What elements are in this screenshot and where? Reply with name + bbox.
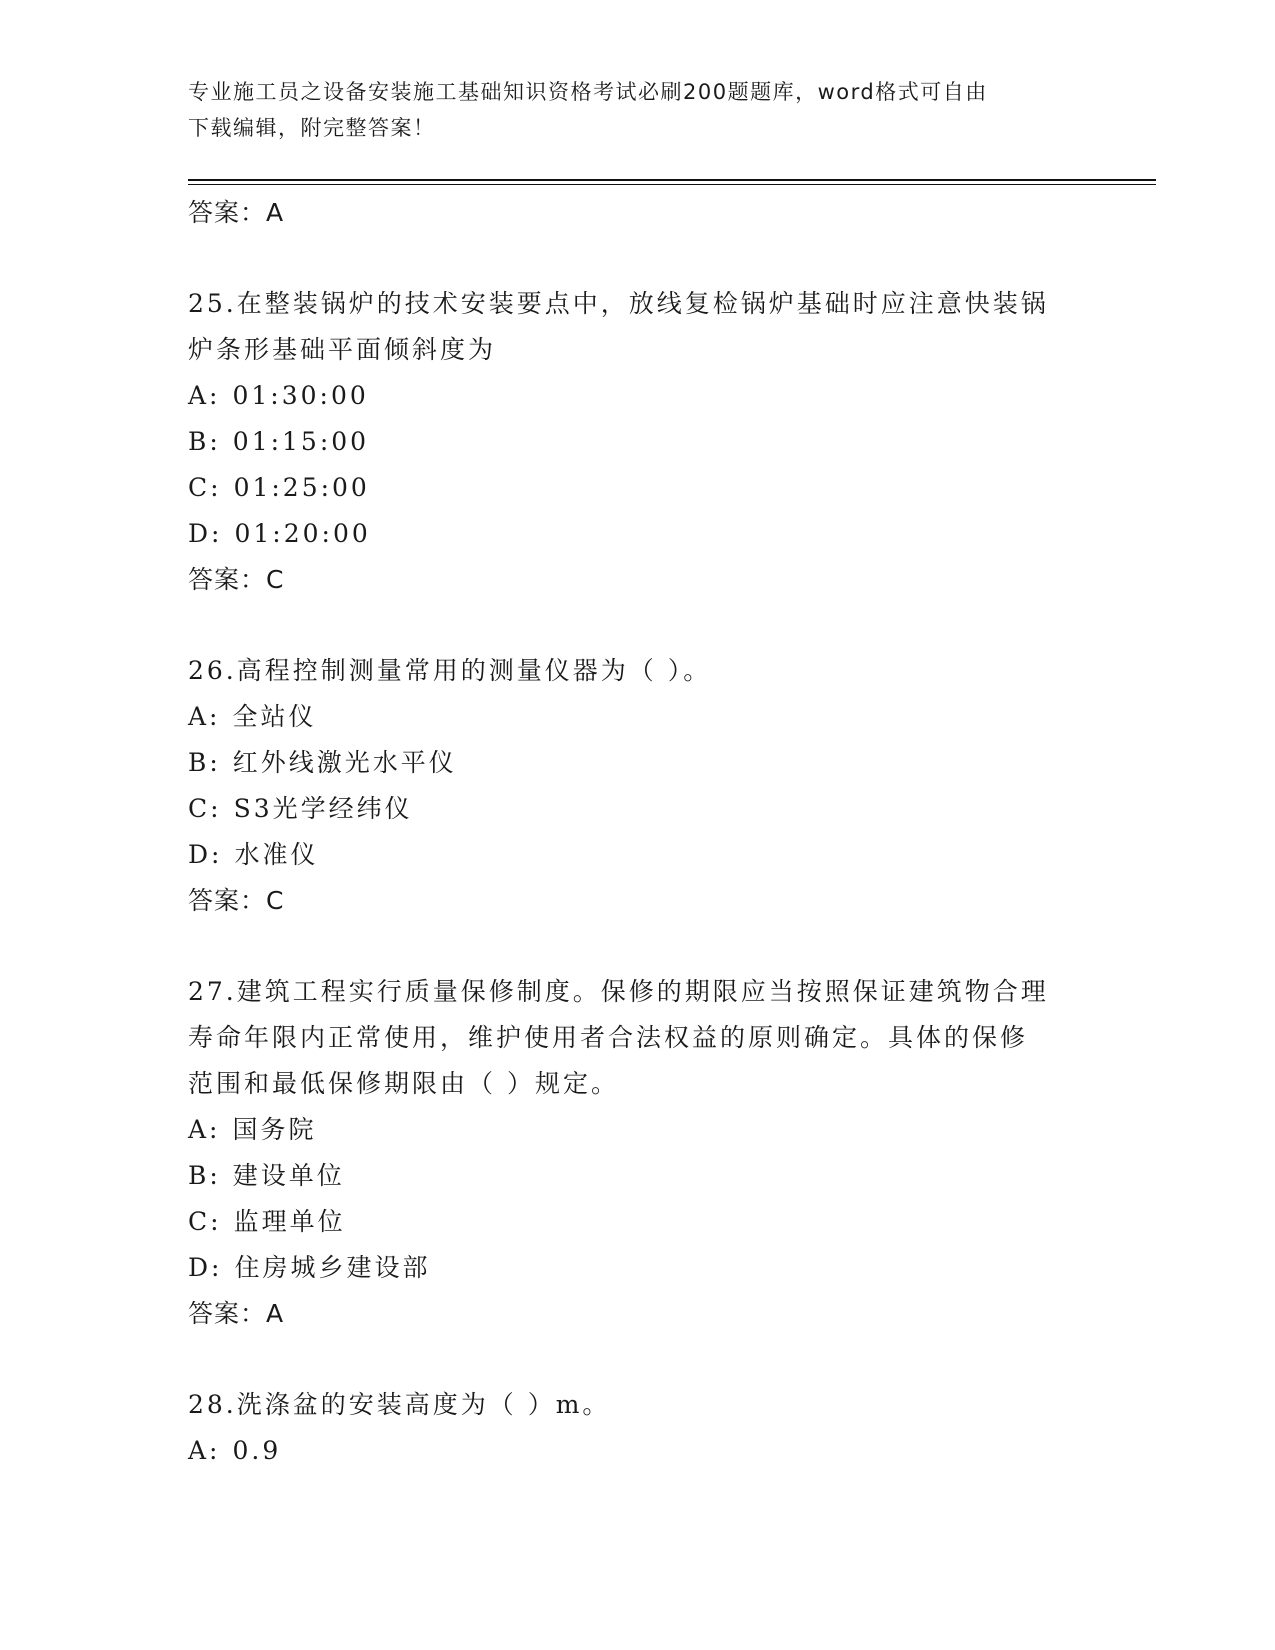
question-text: 28.洗涤盆的安装高度为（ ）m。 — [188, 1390, 611, 1419]
option-item — [188, 1199, 1088, 1245]
question-text: 25.在整装锅炉的技术安装要点中，放线复检锅炉基础时应注意快装锅 — [188, 289, 1049, 318]
option-key: B: — [188, 427, 221, 456]
answer-line: 答案：A — [188, 198, 285, 227]
option-text: 水准仪 — [234, 840, 319, 869]
option-text: 全站仪 — [232, 702, 317, 731]
answer-line: 答案：C — [188, 565, 285, 594]
option-key: A: — [188, 1436, 221, 1465]
option-item — [188, 694, 1088, 740]
option-text: 国务院 — [232, 1115, 317, 1144]
question-block — [188, 648, 1088, 923]
question-text: 范围和最低保修期限由（ ）规定。 — [188, 1069, 619, 1098]
option-text: 01:15:00 — [232, 427, 370, 456]
option-key: C: — [188, 794, 222, 823]
option-item — [188, 740, 1088, 786]
question-block — [188, 1382, 1088, 1474]
option-item — [188, 1245, 1088, 1291]
option-text: 红外线激光水平仪 — [232, 748, 457, 777]
document-header — [188, 74, 1088, 146]
option-text: S3光学经纬仪 — [233, 794, 413, 823]
question-text: 27.建筑工程实行质量保修制度。保修的期限应当按照保证建筑物合理 — [188, 977, 1049, 1006]
header-rule-thick — [188, 179, 1156, 181]
question-block — [188, 281, 1088, 602]
spacer — [188, 235, 1088, 281]
option-key: A: — [188, 381, 221, 410]
header-line: 下载编辑，附完整答案！ — [188, 116, 436, 140]
option-item — [188, 1107, 1088, 1153]
spacer — [188, 923, 1088, 969]
option-key: C: — [188, 473, 222, 502]
option-text: 0.9 — [232, 1436, 282, 1465]
question-block — [188, 969, 1088, 1336]
option-key: A: — [188, 1115, 221, 1144]
option-key: A: — [188, 702, 221, 731]
option-item — [188, 1153, 1088, 1199]
spacer — [188, 602, 1088, 648]
option-item — [188, 832, 1088, 878]
option-item — [188, 786, 1088, 832]
option-item — [188, 511, 1088, 557]
option-text: 01:25:00 — [233, 473, 370, 502]
option-text: 01:20:00 — [234, 519, 371, 548]
option-key: C: — [188, 1207, 222, 1236]
question-text: 26.高程控制测量常用的测量仪器为（ ）。 — [188, 656, 712, 685]
answer-line: 答案：C — [188, 886, 285, 915]
option-key: D: — [188, 840, 223, 869]
option-text: 01:30:00 — [232, 381, 369, 410]
question-text: 炉条形基础平面倾斜度为 — [188, 335, 497, 364]
spacer — [188, 1336, 1088, 1382]
question-text: 寿命年限内正常使用，维护使用者合法权益的原则确定。具体的保修 — [188, 1023, 1029, 1052]
option-item — [188, 373, 1088, 419]
question-content — [188, 190, 1088, 1474]
option-text: 住房城乡建设部 — [234, 1253, 431, 1282]
option-item — [188, 419, 1088, 465]
header-rule-thin — [188, 184, 1156, 185]
header-line: 专业施工员之设备安装施工基础知识资格考试必刷200题题库，word格式可自由 — [188, 80, 988, 104]
option-item — [188, 465, 1088, 511]
option-item — [188, 1428, 1088, 1474]
option-key: B: — [188, 748, 221, 777]
option-text: 监理单位 — [233, 1207, 346, 1236]
option-key: D: — [188, 1253, 223, 1282]
option-key: D: — [188, 519, 223, 548]
option-key: B: — [188, 1161, 221, 1190]
option-text: 建设单位 — [232, 1161, 345, 1190]
answer-line: 答案：A — [188, 1299, 285, 1328]
